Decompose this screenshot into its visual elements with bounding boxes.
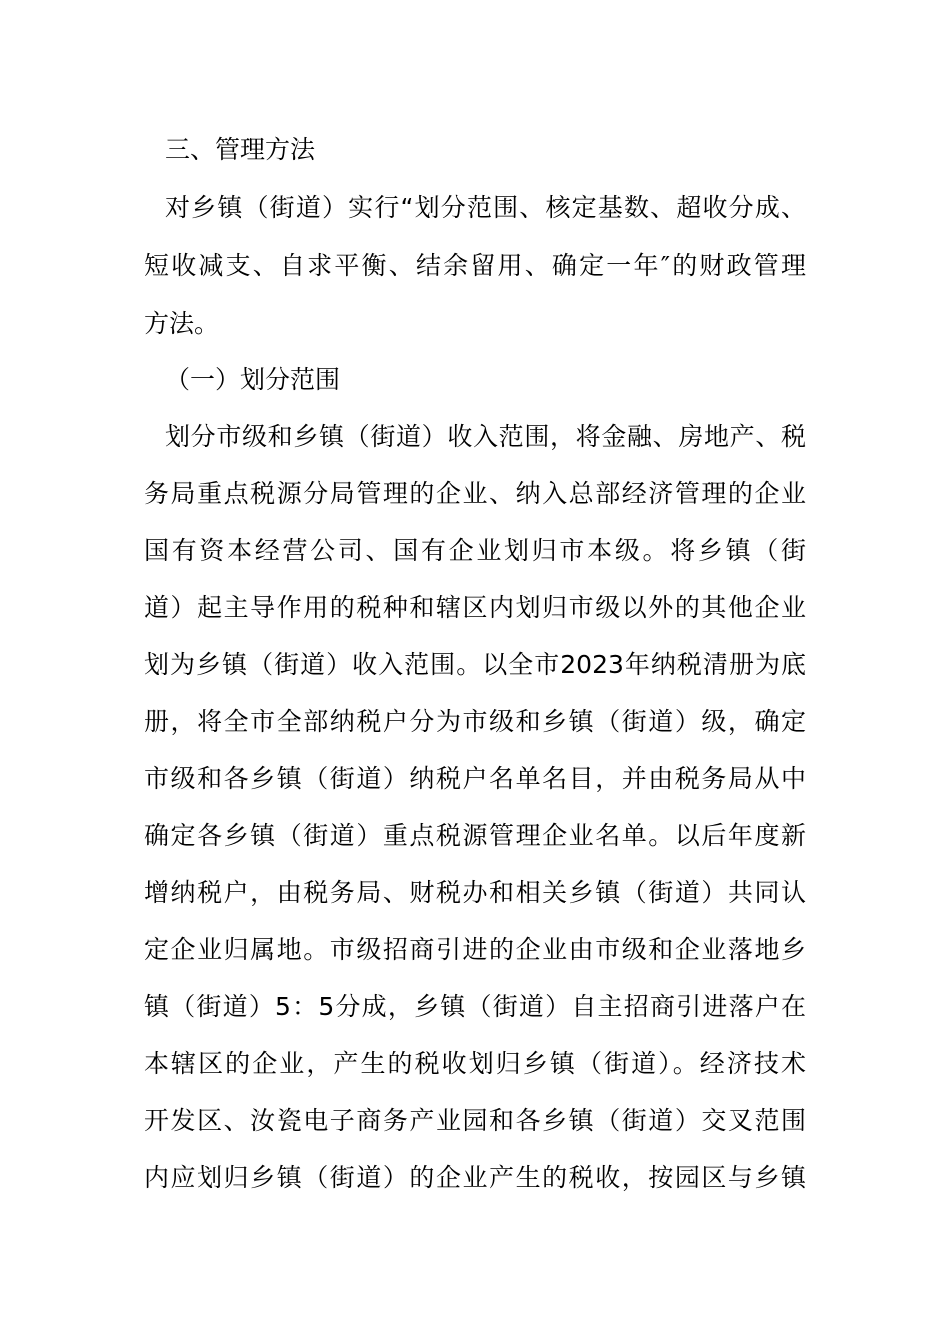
intro-line-2: 短收减支、自求平衡、结余留用、确定一年″的财政管理 <box>144 251 806 280</box>
body-line-13: 开发区、汝瓷电子商务产业园和各乡镇（街道）交叉范围 <box>144 1106 806 1135</box>
section-heading: 三、管理方法 <box>165 135 316 164</box>
body-line-7: 市级和各乡镇（街道）纳税户名单名目，并由税务局从中 <box>144 764 806 793</box>
body-line-4: 道）起主导作用的税种和辖区内划归市级以外的其他企业 <box>144 593 806 622</box>
subsection-heading: （一）划分范围 <box>165 365 341 394</box>
intro-line-1: 对乡镇（街道）实行“划分范围、核定基数、超收分成、 <box>165 193 806 222</box>
body-line-10: 定企业归属地。市级招商引进的企业由市级和企业落地乡 <box>144 935 806 964</box>
body-line-11: 镇（街道）5：5分成，乡镇（街道）自主招商引进落户在 <box>144 992 806 1021</box>
body-line-2: 务局重点税源分局管理的企业、纳入总部经济管理的企业 <box>144 479 806 508</box>
body-line-14: 内应划归乡镇（街道）的企业产生的税收，按园区与乡镇 <box>144 1163 806 1192</box>
body-line-12: 本辖区的企业，产生的税收划归乡镇（街道）。经济技术 <box>144 1049 806 1078</box>
body-line-8: 确定各乡镇（街道）重点税源管理企业名单。以后年度新 <box>144 821 806 850</box>
body-line-6: 册，将全市全部纳税户分为市级和乡镇（街道）级，确定 <box>144 707 806 736</box>
body-line-1: 划分市级和乡镇（街道）收入范围，将金融、房地产、税 <box>165 422 806 451</box>
body-line-5: 划为乡镇（街道）收入范围。以全市2023年纳税清册为底 <box>144 650 806 679</box>
body-line-3: 国有资本经营公司、国有企业划归市本级。将乡镇（街 <box>144 536 806 565</box>
body-line-9: 增纳税户，由税务局、财税办和相关乡镇（街道）共同认 <box>144 878 806 907</box>
intro-line-3: 方法。 <box>144 309 220 338</box>
